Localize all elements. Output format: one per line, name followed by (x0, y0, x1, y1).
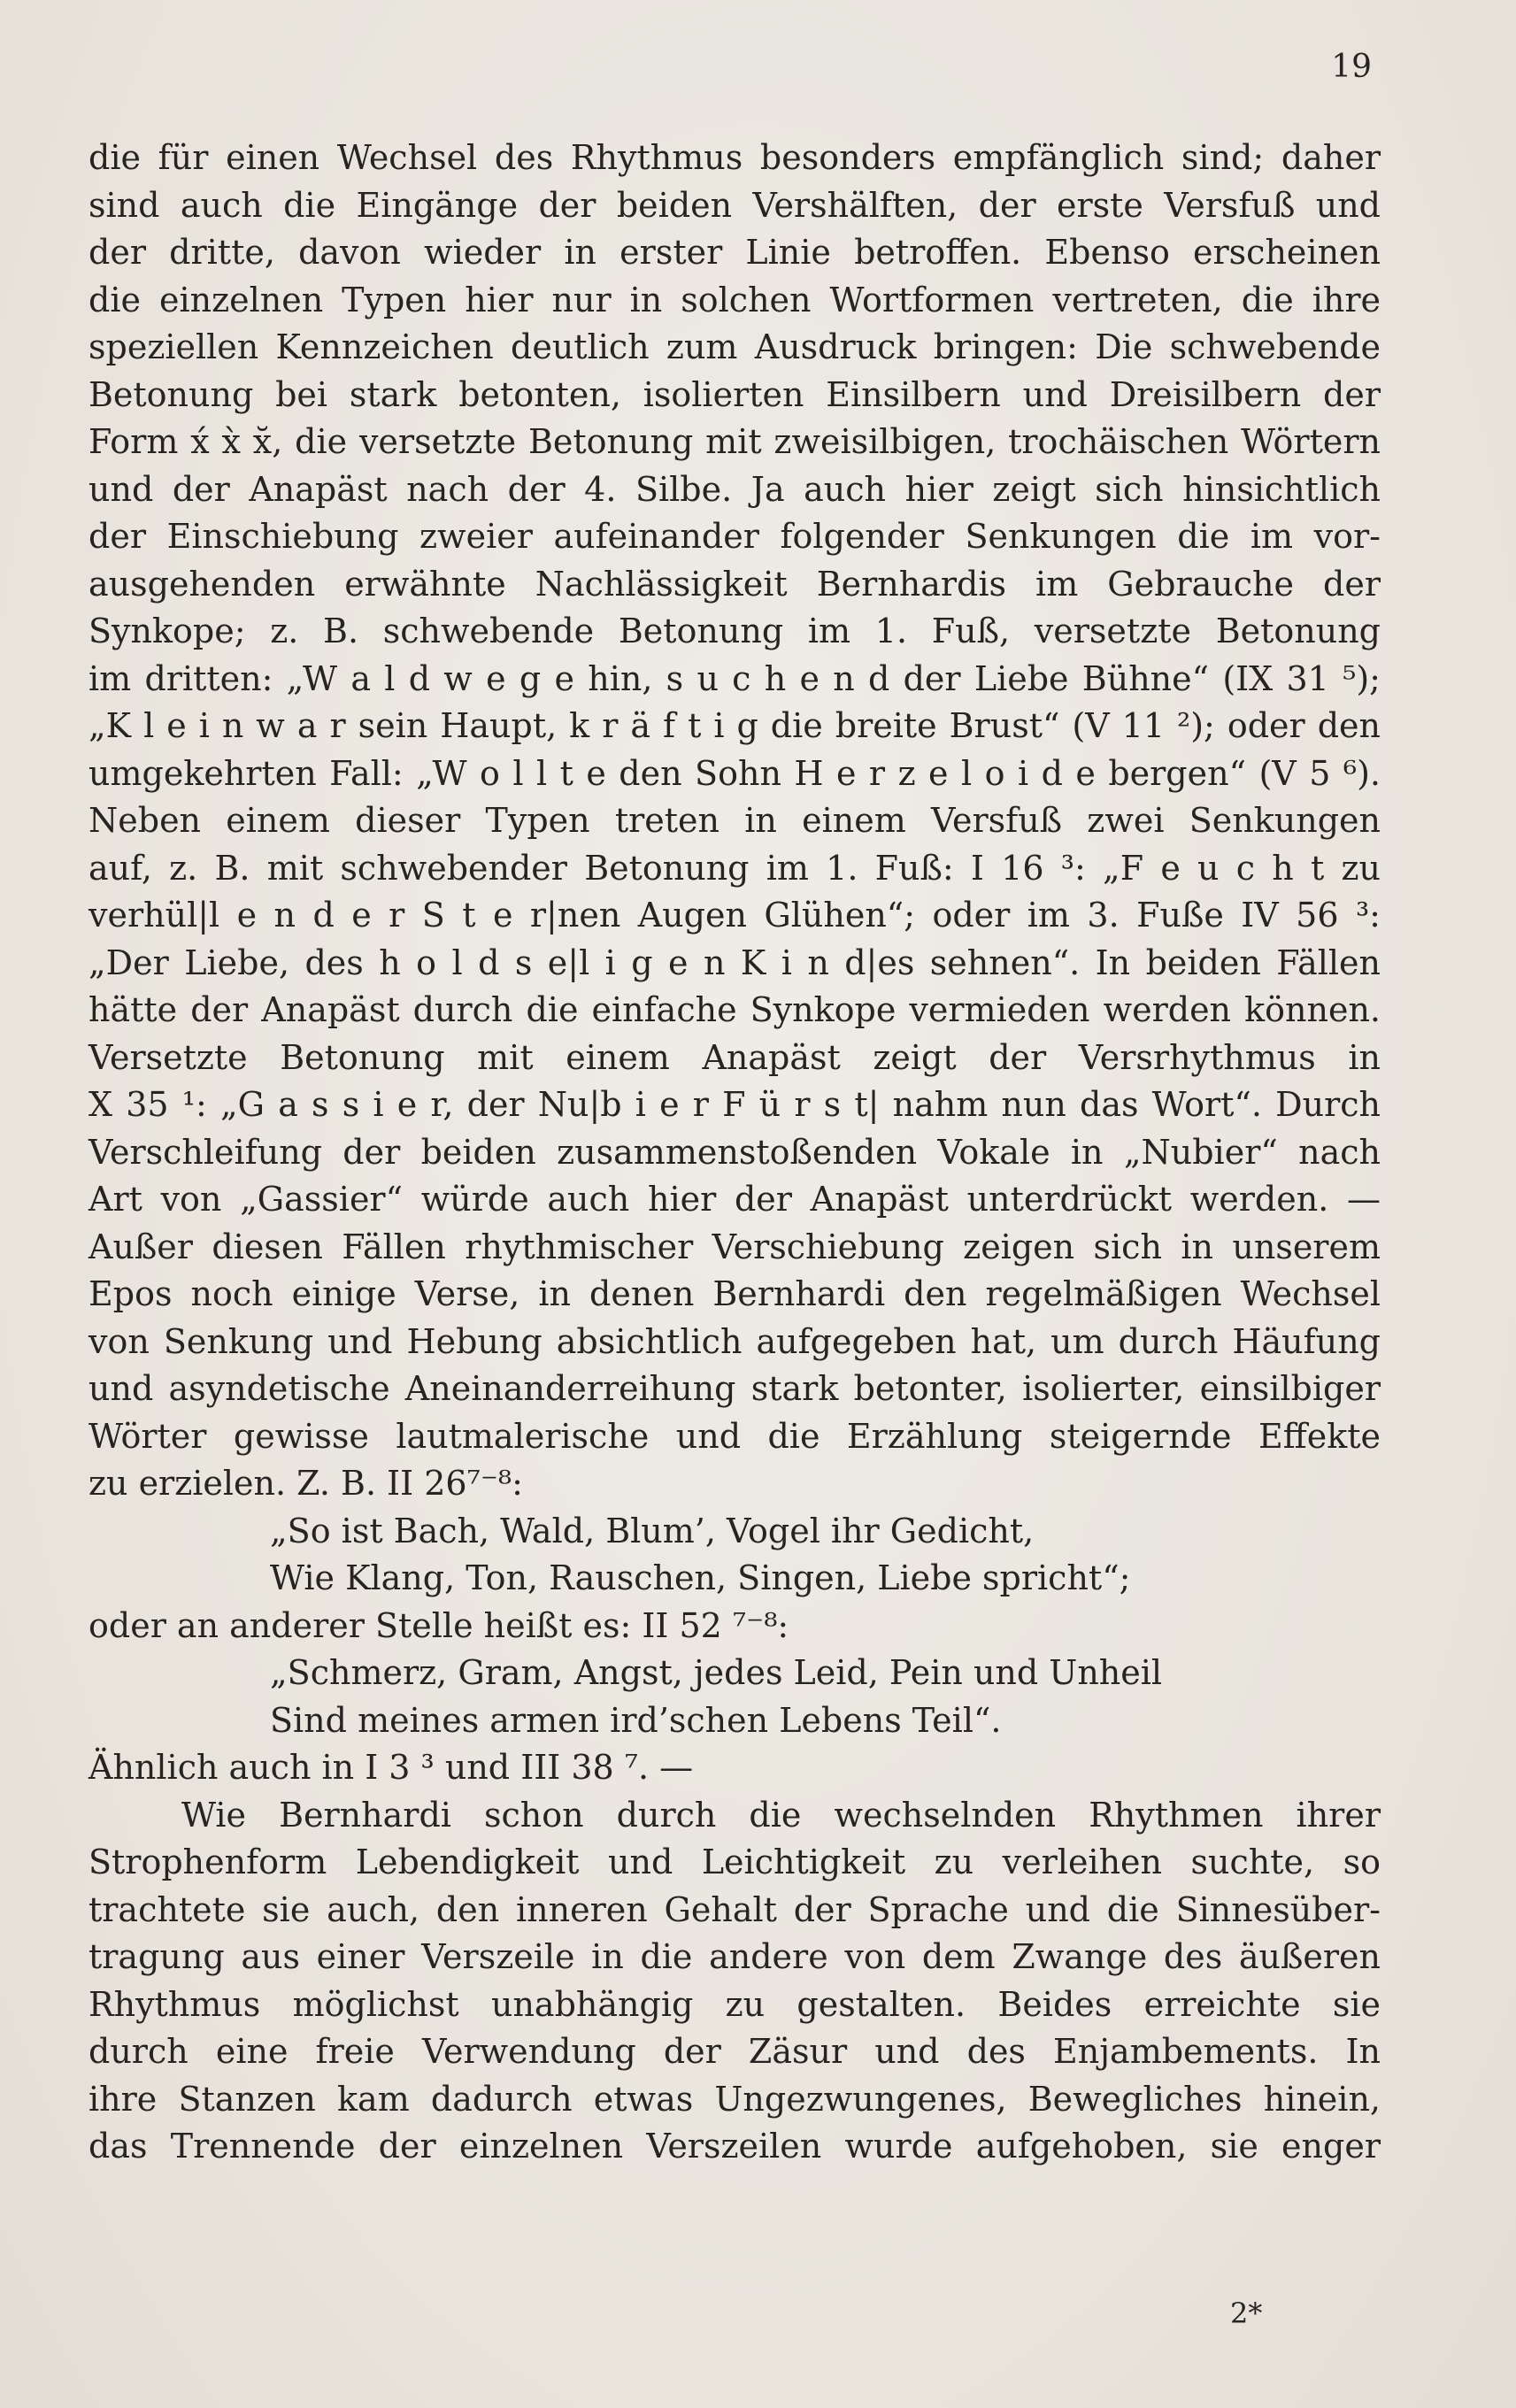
text-line: Neben einem dieser Typen treten in einem Versfuß zwei Senkungen (88, 801, 1381, 840)
text-line: „Der Liebe, des h o l d s e|l i g e n K i n d|es sehnen“. In beiden Fällen (88, 942, 1381, 982)
quote-line: „So ist Bach, Wald, Blum’, Vogel ihr Gedicht, (270, 1511, 1035, 1550)
text-line: „K l e i n w a r sein Haupt, k r ä f t i g die breite Brust“ (V 11 ²); oder den (88, 706, 1381, 745)
text-line: hätte der Anapäst durch die einfache Synkope vermieden werden können. (88, 990, 1381, 1029)
paragraph-line: tragung aus einer Verszeile in die andere von dem Zwange des äußeren (88, 1937, 1381, 1976)
quote-line: Sind meines armen ird’schen Lebens Teil“. (270, 1700, 1002, 1740)
signature-mark: 2* (1230, 2296, 1263, 2330)
paragraph-line: durch eine freie Verwendung der Zäsur und des Enjambements. In (88, 2032, 1381, 2071)
text-line: Form x́ x̀ x̆, die versetzte Betonung mit zweisilbigen, trochäischen Wörtern (88, 422, 1381, 461)
text-line: im dritten: „W a l d w e g e hin, s u c h e n d der Liebe Bühne“ (IX 31 ⁵); (88, 658, 1381, 698)
paragraph-line: ihre Stanzen kam dadurch etwas Ungezwungenes, Bewegliches hinein, (88, 2079, 1381, 2119)
text-line: Betonung bei stark betonten, isolierten Einsilbern und Dreisilbern der (88, 374, 1381, 414)
text-line: oder an anderer Stelle heißt es: II 52 ⁷⁻⁸: (88, 1605, 789, 1645)
text-line: und der Anapäst nach der 4. Silbe. Ja auch hier zeigt sich hinsichtlich (88, 469, 1381, 509)
text-line: Versetzte Betonung mit einem Anapäst zeigt der Versrhythmus in (88, 1037, 1381, 1077)
text-line: X 35 ¹: „G a s s i e r, der Nu|b i e r F ü r s t| nahm nun das Wort“. Durch (88, 1085, 1381, 1124)
text-line: ausgehenden erwähnte Nachlässigkeit Bernhardis im Gebrauche der (88, 564, 1381, 604)
paragraph-line: Strophenform Lebendigkeit und Leichtigkeit zu verleihen suchte, so (88, 1843, 1381, 1881)
paragraph-line: das Trennende der einzelnen Verszeilen wurde aufgehoben, sie enger (88, 2127, 1381, 2166)
text-line: die einzelnen Typen hier nur in solchen Wortformen vertreten, die ihre (88, 280, 1381, 319)
paragraph-line: Rhythmus möglichst unabhängig zu gestalten. Beides erreichte sie (88, 1984, 1381, 2024)
text-line: Verschleifung der beiden zusammenstoßenden Vokale in „Nubier“ nach (88, 1132, 1381, 1172)
text-line: Synkope; z. B. schwebende Betonung im 1. Fuß, versetzte Betonung (88, 612, 1381, 650)
text-line: umgekehrten Fall: „W o l l t e den Sohn H e r z e l o i d e bergen“ (V 5 ⁶). (88, 753, 1381, 793)
text-line: Art von „Gassier“ würde auch hier der Anapäst unterdrückt werden. — (88, 1180, 1381, 1219)
text-line: speziellen Kennzeichen deutlich zum Ausdruck bringen: Die schwebende (88, 327, 1381, 366)
text-line: verhül|l e n d e r S t e r|nen Augen Glühen“; oder im 3. Fuße IV 56 ³: (88, 896, 1381, 935)
text-line: sind auch die Eingänge der beiden Vershälften, der erste Versfuß und (88, 185, 1381, 225)
text-line: der dritte, davon wieder in erster Linie betroffen. Ebenso erscheinen (88, 233, 1381, 272)
text-line: von Senkung und Hebung absichtlich aufgegeben hat, um durch Häufung (88, 1321, 1381, 1361)
text-line: die für einen Wechsel des Rhythmus besonders empfänglich sind; daher (88, 138, 1381, 177)
text-line: der Einschiebung zweier aufeinander folgender Senkungen die im vor- (88, 517, 1381, 556)
text-line: zu erzielen. Z. B. II 26⁷⁻⁸: (88, 1464, 523, 1503)
text-line: und asyndetische Aneinanderreihung stark betonter, isolierter, einsilbiger (88, 1369, 1381, 1408)
paragraph-line: trachtete sie auch, den inneren Gehalt der Sprache und die Sinnesüber- (88, 1889, 1381, 1929)
quote-line: „Schmerz, Gram, Angst, jedes Leid, Pein und Unheil (270, 1653, 1163, 1692)
quote-line: Wie Klang, Ton, Rauschen, Singen, Liebe spricht“; (270, 1558, 1131, 1597)
paragraph-line: Wie Bernhardi schon durch die wechselnden Rhythmen ihrer (181, 1795, 1381, 1835)
page-number: 19 (1331, 49, 1372, 85)
text-line: Epos noch einige Verse, in denen Bernhardi den regelmäßigen Wechsel (88, 1274, 1381, 1313)
text-line: Ähnlich auch in I 3 ³ und III 38 ⁷. — (88, 1748, 694, 1787)
text-line: auf, z. B. mit schwebender Betonung im 1. Fuß: I 16 ³: „F e u c h t zu (88, 848, 1381, 888)
text-line: Außer diesen Fällen rhythmischer Verschiebung zeigen sich in unserem (88, 1227, 1381, 1266)
body-text (88, 135, 1381, 2171)
text-line: Wörter gewisse lautmalerische und die Erzählung steigernde Effekte (88, 1416, 1381, 1456)
